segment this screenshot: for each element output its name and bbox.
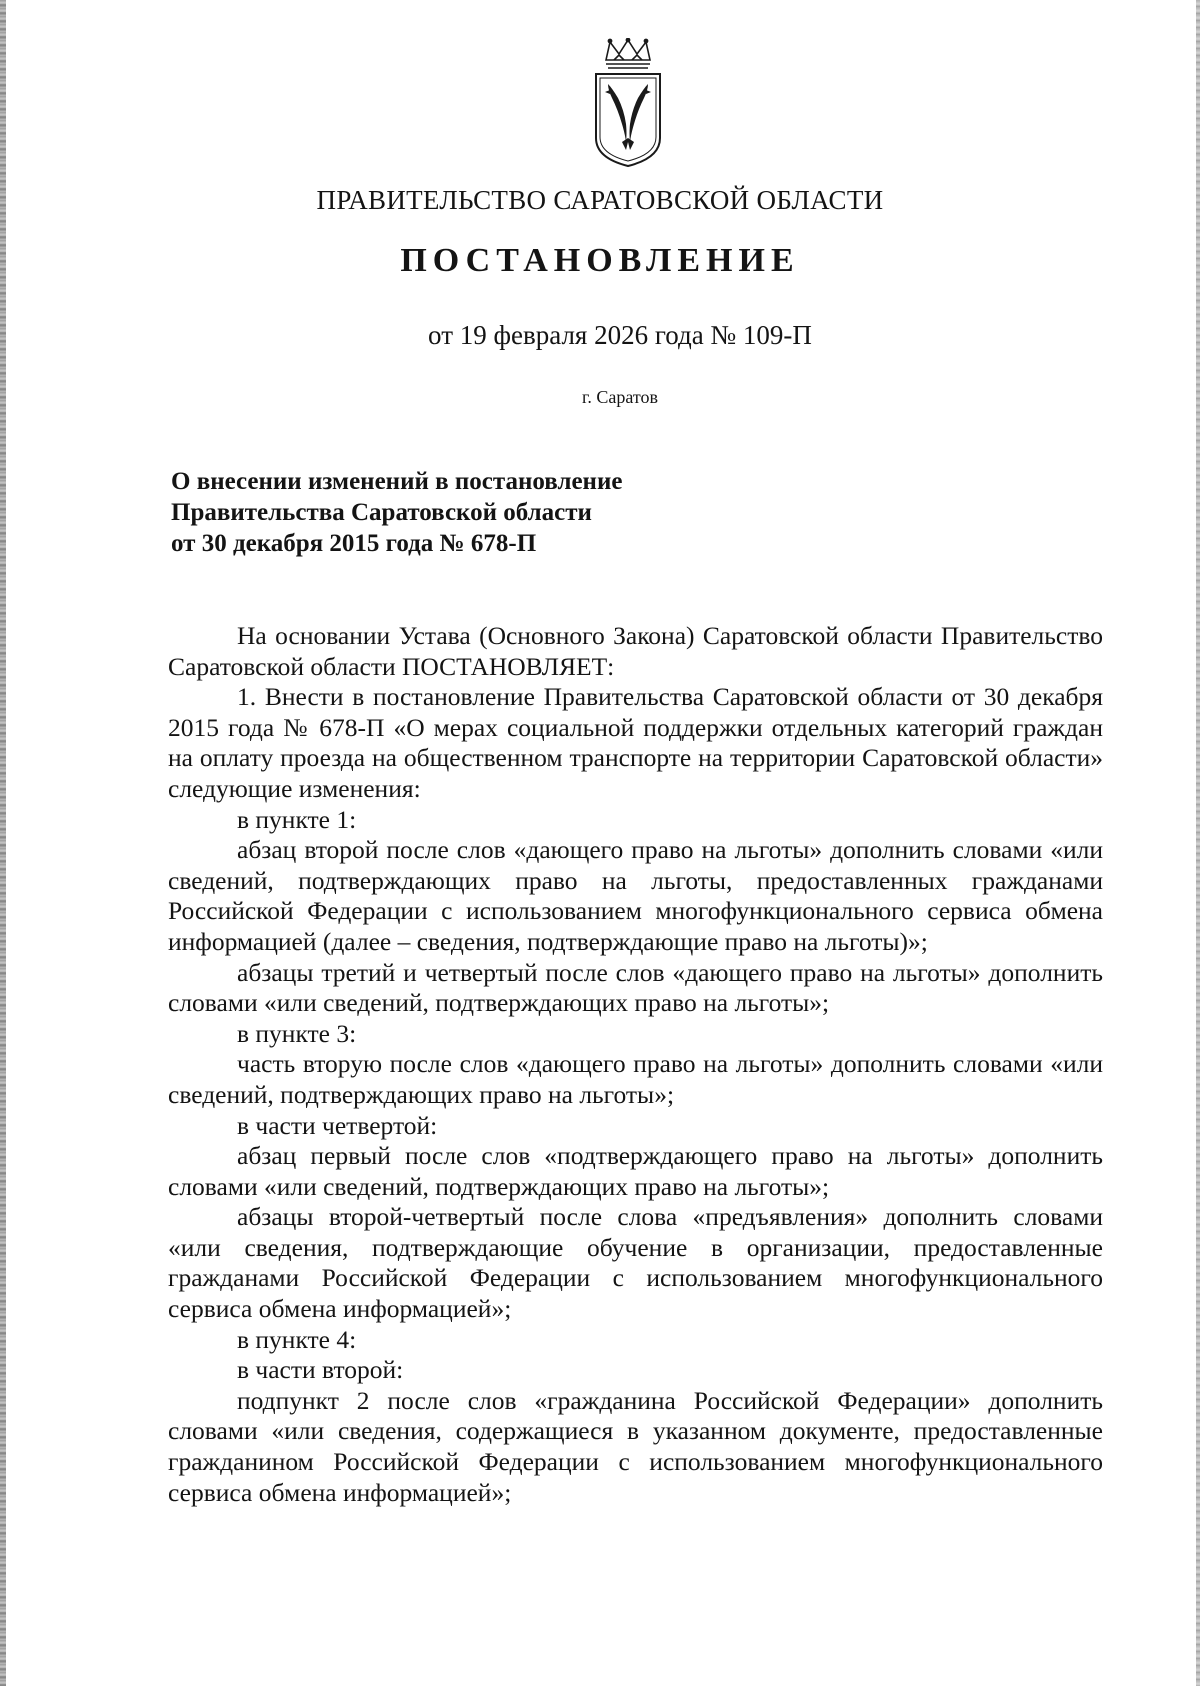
document-type-title: ПОСТАНОВЛЕНИЕ bbox=[400, 242, 800, 279]
body-paragraph: абзацы второй-четвертый после слова «предъявления» дополнить словами «или сведения, подтверждающие обучение в организации, предоставленные гражданами Российской Федерации с использованием многофункционального сервиса обмена информацией»; bbox=[168, 1202, 1103, 1324]
body-paragraph: подпункт 2 после слов «гражданина Российской Федерации» дополнить словами «или сведения, содержащиеся в указанном документе, предоставленные гражданином Российской Федерации с использованием многофункционального сервиса обмена информацией»; bbox=[168, 1385, 1103, 1507]
body-paragraph: в пункте 1: bbox=[237, 804, 357, 834]
body-paragraph: в пункте 4: bbox=[237, 1324, 357, 1354]
subject-line: О внесении изменений в постановление bbox=[171, 468, 623, 495]
document-subject bbox=[171, 466, 871, 559]
document-city: г. Саратов bbox=[582, 387, 658, 407]
subject-line: от 30 декабря 2015 года № 678-П bbox=[171, 530, 537, 557]
body-paragraph: 1. Внести в постановление Правительства Саратовской области от 30 декабря 2015 года № 678-П «О мерах социальной поддержки отдельных категорий граждан на оплату проезда на общественном транспорте на территории Саратовской области» следующие изменения: bbox=[168, 682, 1103, 803]
body-paragraph: в части четвертой: bbox=[237, 1110, 438, 1140]
body-paragraph: На основании Устава (Основного Закона) Саратовской области Правительство Саратовской области ПОСТАНОВЛЯЕТ: bbox=[168, 621, 1103, 681]
coat-of-arms-icon bbox=[588, 38, 668, 168]
document-date-number: от 19 февраля 2026 года № 109-П bbox=[428, 320, 812, 350]
document-body bbox=[168, 621, 1103, 1508]
body-paragraph: в пункте 3: bbox=[237, 1018, 357, 1048]
body-paragraph: часть вторую после слов «дающего право на льготы» дополнить словами «или сведений, подтверждающих право на льготы»; bbox=[168, 1049, 1103, 1109]
organization-name: ПРАВИТЕЛЬСТВО САРАТОВСКОЙ ОБЛАСТИ bbox=[316, 185, 884, 215]
body-paragraph: абзацы третий и четвертый после слов «дающего право на льготы» дополнить словами «или сведений, подтверждающих право на льготы»; bbox=[168, 957, 1103, 1018]
body-paragraph: абзац второй после слов «дающего право на льготы» дополнить словами «или сведений, подтверждающих право на льготы, предоставленных гражданами Российской Федерации с использованием многофункционального сервиса обмена информацией (далее – сведения, подтверждающие право на льготы)»; bbox=[168, 835, 1103, 956]
body-paragraph: абзац первый после слов «подтверждающего право на льготы» дополнить словами «или сведений, подтверждающих право на льготы»; bbox=[168, 1141, 1103, 1201]
subject-line: Правительства Саратовской области bbox=[171, 499, 592, 526]
body-paragraph: в части второй: bbox=[237, 1355, 404, 1385]
